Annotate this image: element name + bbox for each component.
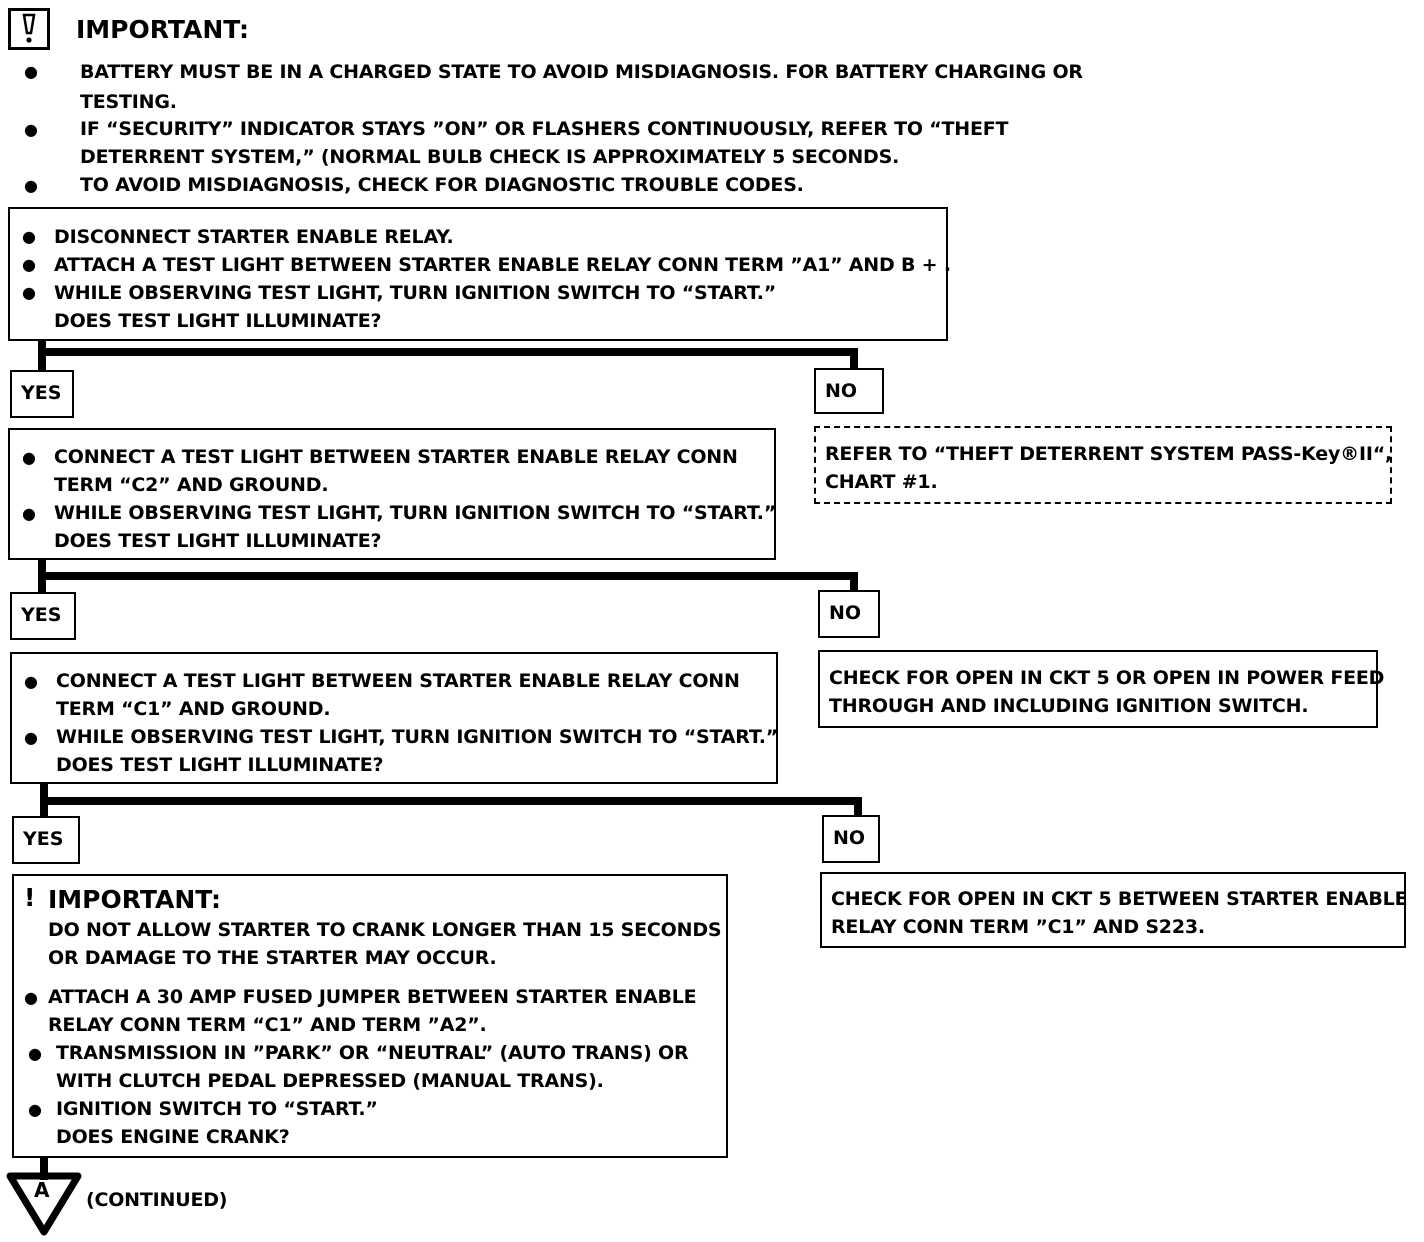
bullet-dot: ● bbox=[24, 672, 38, 691]
branch-2-no-label: NO bbox=[818, 590, 880, 638]
step-4-important-line-1: DO NOT ALLOW STARTER TO CRANK LONGER THAN 15 SECONDS bbox=[48, 919, 722, 941]
step-4-bullet-3: IGNITION SWITCH TO “START.” bbox=[56, 1098, 378, 1120]
step-2-question: DOES TEST LIGHT ILLUMINATE? bbox=[54, 530, 382, 552]
bullet-dot: ● bbox=[22, 504, 36, 523]
step-2-bullet-1-line-1: CONNECT A TEST LIGHT BETWEEN STARTER ENABLE RELAY CONN bbox=[54, 446, 738, 468]
bullet-dot: ● bbox=[22, 227, 36, 246]
exclamation-box-icon bbox=[8, 8, 50, 50]
header-bullet-1-line-1: BATTERY MUST BE IN A CHARGED STATE TO AVOID MISDIAGNOSIS. FOR BATTERY CHARGING OR bbox=[80, 61, 1083, 83]
branch-3-no-label: NO bbox=[822, 815, 880, 863]
step-1-bullet-2: ATTACH A TEST LIGHT BETWEEN STARTER ENABLE RELAY CONN TERM ”A1” AND B + . bbox=[54, 254, 951, 276]
connector-3-no-drop bbox=[854, 797, 862, 817]
step-3-bullet-1-line-2: TERM “C1” AND GROUND. bbox=[56, 698, 331, 720]
step-1-bullet-3: WHILE OBSERVING TEST LIGHT, TURN IGNITION SWITCH TO “START.” bbox=[54, 282, 777, 304]
branch-3-yes-label: YES bbox=[12, 816, 80, 864]
header-title: IMPORTANT: bbox=[76, 15, 249, 44]
step-3-bullet-1-line-1: CONNECT A TEST LIGHT BETWEEN STARTER ENABLE RELAY CONN bbox=[56, 670, 740, 692]
header-bullet-1-line-2: TESTING. bbox=[80, 91, 177, 113]
step-2-bullet-1-line-2: TERM “C2” AND GROUND. bbox=[54, 474, 329, 496]
step-4-bullet-1-line-1: ATTACH A 30 AMP FUSED JUMPER BETWEEN STARTER ENABLE bbox=[48, 986, 697, 1008]
bullet-dot: ● bbox=[24, 988, 38, 1007]
step-1-bullet-1: DISCONNECT STARTER ENABLE RELAY. bbox=[54, 226, 454, 248]
bullet-dot: ● bbox=[22, 255, 36, 274]
step-1-box bbox=[8, 207, 951, 341]
step-4-bullet-2-line-2: WITH CLUTCH PEDAL DEPRESSED (MANUAL TRANS). bbox=[56, 1070, 604, 1092]
step-4-box bbox=[12, 874, 728, 1158]
bullet-dot: ● bbox=[24, 62, 38, 81]
step-4-question: DOES ENGINE CRANK? bbox=[56, 1126, 290, 1148]
continued-text: (CONTINUED) bbox=[86, 1189, 228, 1211]
connector-1-stem bbox=[38, 341, 46, 373]
important-exclamation-mark: ! bbox=[24, 883, 36, 912]
branch-2-no-result bbox=[818, 650, 1385, 728]
step-1-question: DOES TEST LIGHT ILLUMINATE? bbox=[54, 310, 382, 332]
step-4-bullet-2-line-1: TRANSMISSION IN ”PARK” OR “NEUTRAL” (AUTO TRANS) OR bbox=[56, 1042, 689, 1064]
branch-3-no-line-1: CHECK FOR OPEN IN CKT 5 BETWEEN STARTER ENABLE bbox=[831, 888, 1408, 910]
bullet-dot: ● bbox=[24, 176, 38, 195]
continuation-marker: A bbox=[34, 1178, 50, 1202]
connector-1-no-drop bbox=[850, 348, 858, 370]
important-header bbox=[0, 0, 1424, 200]
branch-1-no-line-2: CHART #1. bbox=[825, 471, 938, 493]
connector-2-no-drop bbox=[850, 572, 858, 592]
step-4-important-line-2: OR DAMAGE TO THE STARTER MAY OCCUR. bbox=[48, 947, 497, 969]
bullet-dot: ● bbox=[22, 448, 36, 467]
branch-3-no-result bbox=[820, 872, 1406, 948]
bullet-dot: ● bbox=[24, 728, 38, 747]
step-2-box bbox=[8, 428, 776, 560]
branch-1-yes-label: YES bbox=[10, 370, 74, 418]
bullet-dot: ● bbox=[22, 283, 36, 302]
connector-3-horizontal bbox=[40, 797, 862, 805]
branch-1-no-label: NO bbox=[814, 368, 884, 414]
bullet-dot: ● bbox=[28, 1044, 42, 1063]
step-3-bullet-2: WHILE OBSERVING TEST LIGHT, TURN IGNITION SWITCH TO “START.” bbox=[56, 726, 779, 748]
header-bullet-2-line-1: IF “SECURITY” INDICATOR STAYS ”ON” OR FLASHERS CONTINUOUSLY, REFER TO “THEFT bbox=[80, 118, 1009, 140]
header-bullet-3-line-1: TO AVOID MISDIAGNOSIS, CHECK FOR DIAGNOSTIC TROUBLE CODES. bbox=[80, 174, 804, 196]
bullet-dot: ● bbox=[28, 1100, 42, 1119]
branch-1-no-result bbox=[814, 426, 1392, 504]
branch-2-no-line-1: CHECK FOR OPEN IN CKT 5 OR OPEN IN POWER FEED bbox=[829, 667, 1385, 689]
step-4-bullet-1-line-2: RELAY CONN TERM “C1” AND TERM ”A2”. bbox=[48, 1014, 487, 1036]
branch-2-no-line-2: THROUGH AND INCLUDING IGNITION SWITCH. bbox=[829, 695, 1309, 717]
step-3-question: DOES TEST LIGHT ILLUMINATE? bbox=[56, 754, 384, 776]
step-3-box bbox=[10, 652, 778, 784]
header-bullet-2-line-2: DETERRENT SYSTEM,” (NORMAL BULB CHECK IS APPROXIMATELY 5 SECONDS. bbox=[80, 146, 900, 168]
step-4-important-title: IMPORTANT: bbox=[48, 885, 221, 914]
connector-2-horizontal bbox=[38, 572, 858, 580]
branch-2-yes-label: YES bbox=[10, 592, 76, 640]
branch-3-no-line-2: RELAY CONN TERM ”C1” AND S223. bbox=[831, 916, 1205, 938]
branch-1-no-line-1: REFER TO “THEFT DETERRENT SYSTEM PASS-Key®II“, bbox=[825, 443, 1393, 465]
bullet-dot: ● bbox=[24, 120, 38, 139]
step-2-bullet-2: WHILE OBSERVING TEST LIGHT, TURN IGNITION SWITCH TO “START.” bbox=[54, 502, 777, 524]
connector-1-horizontal bbox=[38, 348, 858, 356]
